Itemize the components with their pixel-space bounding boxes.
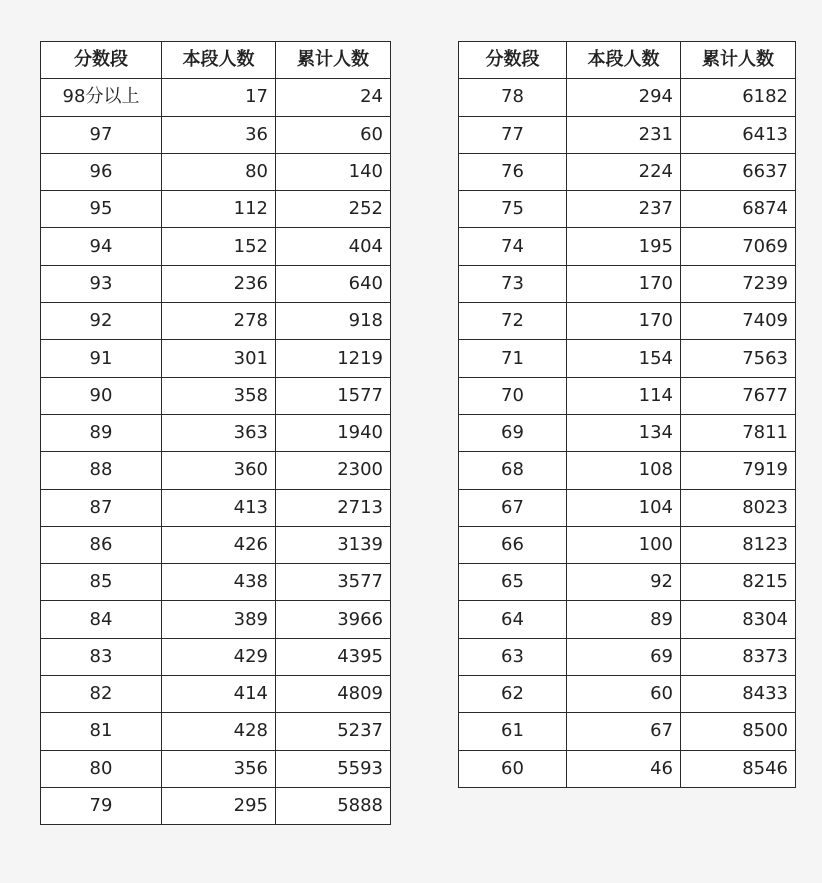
cumulative-count-cell: 3139 — [276, 526, 391, 563]
segment-count-cell: 294 — [567, 79, 681, 116]
segment-count-cell: 236 — [162, 265, 276, 302]
cumulative-count-cell: 8304 — [681, 601, 796, 638]
cumulative-count-cell: 8215 — [681, 564, 796, 601]
segment-count-cell: 134 — [567, 414, 681, 451]
table-row — [41, 153, 391, 190]
score-cell: 71 — [459, 340, 567, 377]
table-row — [41, 79, 391, 116]
table-row — [459, 638, 796, 675]
segment-count-cell: 69 — [567, 638, 681, 675]
score-cell: 85 — [41, 564, 162, 601]
table-row — [41, 526, 391, 563]
score-cell: 66 — [459, 526, 567, 563]
cumulative-count-cell: 60 — [276, 116, 391, 153]
cumulative-count-cell: 7811 — [681, 414, 796, 451]
cumulative-count-cell: 7069 — [681, 228, 796, 265]
cumulative-count-cell: 8500 — [681, 713, 796, 750]
score-cell: 70 — [459, 377, 567, 414]
score-cell: 97 — [41, 116, 162, 153]
segment-count-cell: 170 — [567, 265, 681, 302]
segment-count-cell: 360 — [162, 452, 276, 489]
segment-count-cell: 104 — [567, 489, 681, 526]
segment-count-cell: 413 — [162, 489, 276, 526]
segment-count-cell: 278 — [162, 303, 276, 340]
cumulative-count-cell: 404 — [276, 228, 391, 265]
score-cell: 63 — [459, 638, 567, 675]
score-cell: 78 — [459, 79, 567, 116]
score-cell: 73 — [459, 265, 567, 302]
table-row — [41, 228, 391, 265]
score-cell: 64 — [459, 601, 567, 638]
table-row — [459, 750, 796, 787]
cumulative-count-cell: 5888 — [276, 787, 391, 824]
score-cell: 95 — [41, 191, 162, 228]
cumulative-count-cell: 7563 — [681, 340, 796, 377]
table-row — [459, 676, 796, 713]
table-row — [459, 303, 796, 340]
table-row — [459, 340, 796, 377]
segment-count-cell: 60 — [567, 676, 681, 713]
cumulative-count-cell: 140 — [276, 153, 391, 190]
table-row — [459, 713, 796, 750]
table-row — [41, 638, 391, 675]
header-row — [459, 42, 796, 79]
score-cell: 69 — [459, 414, 567, 451]
score-cell: 92 — [41, 303, 162, 340]
cumulative-count-cell: 2300 — [276, 452, 391, 489]
segment-count-cell: 301 — [162, 340, 276, 377]
table-row — [41, 414, 391, 451]
cumulative-count-cell: 8123 — [681, 526, 796, 563]
table-row — [41, 676, 391, 713]
score-cell: 67 — [459, 489, 567, 526]
cumulative-count-cell: 6637 — [681, 153, 796, 190]
score-cell: 93 — [41, 265, 162, 302]
segment-count-cell: 358 — [162, 377, 276, 414]
score-cell: 65 — [459, 564, 567, 601]
score-cell: 68 — [459, 452, 567, 489]
segment-count-cell: 92 — [567, 564, 681, 601]
header-score-range: 分数段 — [41, 42, 162, 79]
table-row — [41, 489, 391, 526]
table-row — [41, 787, 391, 824]
table-row — [41, 377, 391, 414]
score-cell: 62 — [459, 676, 567, 713]
cumulative-count-cell: 7919 — [681, 452, 796, 489]
score-cell: 96 — [41, 153, 162, 190]
table-row — [459, 601, 796, 638]
score-cell: 60 — [459, 750, 567, 787]
segment-count-cell: 426 — [162, 526, 276, 563]
segment-count-cell: 389 — [162, 601, 276, 638]
segment-count-cell: 17 — [162, 79, 276, 116]
score-cell: 74 — [459, 228, 567, 265]
segment-count-cell: 108 — [567, 452, 681, 489]
segment-count-cell: 356 — [162, 750, 276, 787]
table-body — [459, 79, 796, 788]
segment-count-cell: 114 — [567, 377, 681, 414]
cumulative-count-cell: 252 — [276, 191, 391, 228]
cumulative-count-cell: 1577 — [276, 377, 391, 414]
table-row — [41, 452, 391, 489]
cumulative-count-cell: 918 — [276, 303, 391, 340]
score-cell: 81 — [41, 713, 162, 750]
cumulative-count-cell: 8373 — [681, 638, 796, 675]
segment-count-cell: 224 — [567, 153, 681, 190]
segment-count-cell: 438 — [162, 564, 276, 601]
header-segment-count: 本段人数 — [162, 42, 276, 79]
cumulative-count-cell: 5237 — [276, 713, 391, 750]
cumulative-count-cell: 3577 — [276, 564, 391, 601]
table-row — [459, 414, 796, 451]
segment-count-cell: 152 — [162, 228, 276, 265]
segment-count-cell: 46 — [567, 750, 681, 787]
score-cell: 84 — [41, 601, 162, 638]
table-row — [41, 191, 391, 228]
segment-count-cell: 414 — [162, 676, 276, 713]
table-body — [41, 79, 391, 825]
table-row — [41, 303, 391, 340]
segment-count-cell: 89 — [567, 601, 681, 638]
cumulative-count-cell: 7677 — [681, 377, 796, 414]
table-row — [41, 713, 391, 750]
table-row — [41, 340, 391, 377]
score-cell: 77 — [459, 116, 567, 153]
header-score-range: 分数段 — [459, 42, 567, 79]
table-row — [459, 526, 796, 563]
header-cumulative-count: 累计人数 — [276, 42, 391, 79]
score-cell: 98分以上 — [41, 79, 162, 116]
table-row — [459, 377, 796, 414]
score-cell: 88 — [41, 452, 162, 489]
header-cumulative-count: 累计人数 — [681, 42, 796, 79]
header-row — [41, 42, 391, 79]
segment-count-cell: 237 — [567, 191, 681, 228]
table-row — [459, 489, 796, 526]
segment-count-cell: 429 — [162, 638, 276, 675]
segment-count-cell: 363 — [162, 414, 276, 451]
table-row — [459, 265, 796, 302]
table-row — [459, 79, 796, 116]
table-row — [459, 452, 796, 489]
table-row — [459, 116, 796, 153]
score-cell: 79 — [41, 787, 162, 824]
segment-count-cell: 80 — [162, 153, 276, 190]
segment-count-cell: 195 — [567, 228, 681, 265]
table-row — [41, 564, 391, 601]
score-cell: 76 — [459, 153, 567, 190]
cumulative-count-cell: 1219 — [276, 340, 391, 377]
cumulative-count-cell: 8433 — [681, 676, 796, 713]
segment-count-cell: 295 — [162, 787, 276, 824]
segment-count-cell: 67 — [567, 713, 681, 750]
cumulative-count-cell: 6182 — [681, 79, 796, 116]
table-row — [41, 601, 391, 638]
score-cell: 82 — [41, 676, 162, 713]
score-cell: 94 — [41, 228, 162, 265]
table-row — [459, 153, 796, 190]
cumulative-count-cell: 6874 — [681, 191, 796, 228]
cumulative-count-cell: 24 — [276, 79, 391, 116]
cumulative-count-cell: 8023 — [681, 489, 796, 526]
score-cell: 90 — [41, 377, 162, 414]
score-cell: 83 — [41, 638, 162, 675]
cumulative-count-cell: 2713 — [276, 489, 391, 526]
cumulative-count-cell: 5593 — [276, 750, 391, 787]
cumulative-count-cell: 1940 — [276, 414, 391, 451]
score-cell: 89 — [41, 414, 162, 451]
table-row — [459, 228, 796, 265]
table-row — [459, 191, 796, 228]
segment-count-cell: 170 — [567, 303, 681, 340]
score-table-right — [458, 41, 796, 788]
score-cell: 87 — [41, 489, 162, 526]
cumulative-count-cell: 7239 — [681, 265, 796, 302]
score-cell: 75 — [459, 191, 567, 228]
cumulative-count-cell: 8546 — [681, 750, 796, 787]
cumulative-count-cell: 6413 — [681, 116, 796, 153]
cumulative-count-cell: 7409 — [681, 303, 796, 340]
segment-count-cell: 231 — [567, 116, 681, 153]
segment-count-cell: 100 — [567, 526, 681, 563]
header-segment-count: 本段人数 — [567, 42, 681, 79]
score-cell: 61 — [459, 713, 567, 750]
score-cell: 72 — [459, 303, 567, 340]
table-row — [41, 750, 391, 787]
table-row — [41, 265, 391, 302]
table-row — [41, 116, 391, 153]
score-cell: 86 — [41, 526, 162, 563]
score-cell: 80 — [41, 750, 162, 787]
table-row — [459, 564, 796, 601]
cumulative-count-cell: 4395 — [276, 638, 391, 675]
cumulative-count-cell: 640 — [276, 265, 391, 302]
segment-count-cell: 36 — [162, 116, 276, 153]
cumulative-count-cell: 3966 — [276, 601, 391, 638]
segment-count-cell: 428 — [162, 713, 276, 750]
score-table-left — [40, 41, 391, 825]
segment-count-cell: 154 — [567, 340, 681, 377]
score-cell: 91 — [41, 340, 162, 377]
segment-count-cell: 112 — [162, 191, 276, 228]
cumulative-count-cell: 4809 — [276, 676, 391, 713]
